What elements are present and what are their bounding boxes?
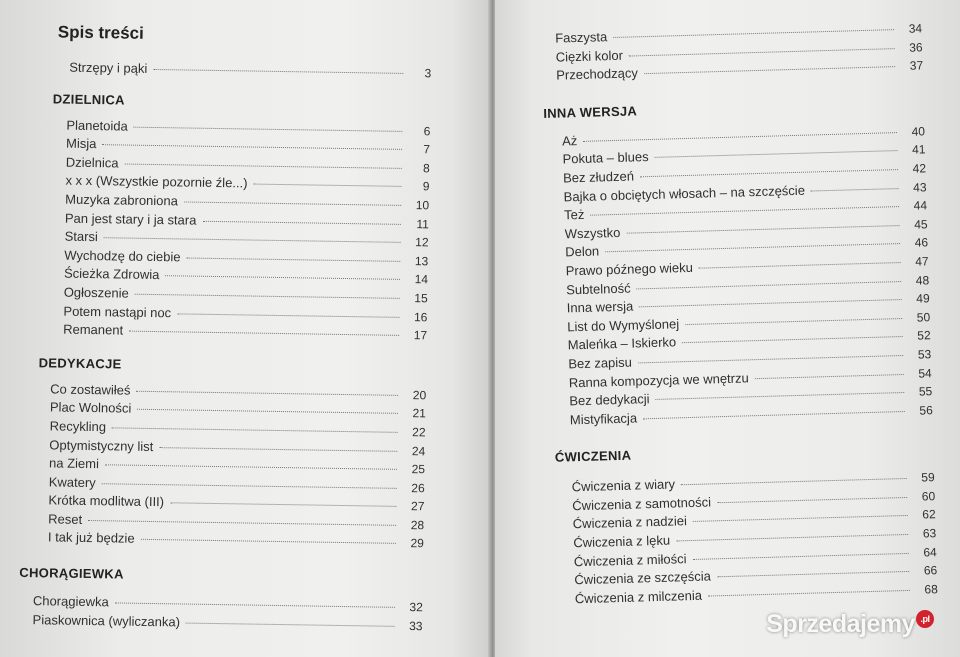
entry-title: List do Wymyślonej	[567, 315, 680, 335]
entry-page: 20	[412, 387, 427, 403]
watermark-text: Sprzedajemy	[766, 610, 915, 638]
entry-page: 26	[411, 480, 425, 495]
entry-page: 50	[916, 309, 931, 325]
entry-page: 21	[412, 406, 427, 421]
entry-title: Reset	[48, 511, 83, 527]
entry-title: Strzępy i pąki	[69, 59, 148, 76]
dot-leader	[202, 220, 400, 224]
entry-title: Ćwiczenia z lęku	[573, 532, 671, 551]
entry-page: 29	[410, 536, 424, 551]
entry-page: 49	[916, 291, 930, 306]
entry-title: Muzyka zabroniona	[65, 191, 179, 209]
dot-leader	[105, 464, 397, 470]
entry-page: 44	[913, 198, 928, 213]
entry-page: 24	[411, 443, 426, 458]
entry-page: 63	[922, 526, 937, 541]
entry-title: Delon	[565, 243, 600, 260]
entry-page: 46	[914, 235, 929, 250]
dot-leader	[590, 206, 899, 216]
dot-leader	[693, 515, 908, 522]
section-list	[23, 116, 430, 345]
entry-page: 17	[413, 328, 428, 343]
entry-page: 37	[909, 58, 924, 73]
entry-title: Bez dedykacji	[569, 391, 650, 409]
dot-leader	[717, 497, 907, 503]
entry-title: Bez złudzeń	[562, 168, 635, 186]
dot-leader	[811, 188, 899, 191]
entry-title: Przechodzący	[556, 65, 639, 83]
entry-title: Misja	[65, 135, 97, 152]
entry-title: Potem nastąpi noc	[63, 303, 172, 320]
dot-leader	[134, 126, 403, 131]
entry-title: Mistyfikacja	[569, 410, 638, 428]
entry-page: 43	[912, 179, 927, 195]
entry-title: Krótka modlitwa (III)	[48, 492, 165, 510]
entry-page: 14	[414, 272, 429, 287]
dot-leader	[141, 539, 396, 544]
entry-page: 8	[422, 161, 430, 176]
entry-title: Ćwiczenia z nadziei	[572, 513, 688, 532]
entry-title: Chorągiewka	[32, 593, 109, 610]
entry-page: 33	[409, 618, 423, 633]
entry-page: 66	[923, 563, 938, 578]
dot-leader	[676, 534, 908, 541]
entry-page: 9	[422, 179, 430, 194]
dot-leader	[682, 336, 903, 343]
dot-leader	[102, 144, 402, 150]
dot-leader	[685, 318, 902, 325]
entry-page: 64	[923, 544, 937, 560]
entry-title: Recykling	[49, 418, 107, 435]
entry-page: 22	[412, 424, 426, 440]
dot-leader	[656, 392, 905, 400]
dot-leader	[170, 503, 396, 508]
dot-leader	[177, 313, 399, 317]
entry-page: 27	[410, 499, 425, 514]
entry-page: 56	[919, 402, 933, 418]
dot-leader	[184, 201, 401, 205]
entry-title: Piaskownica (wyliczanka)	[32, 611, 181, 630]
section-heading: ĆWICZENIA	[554, 447, 632, 466]
dot-leader	[681, 478, 907, 485]
entry-page: 13	[414, 253, 429, 269]
entry-title: Kwatery	[48, 474, 96, 490]
entry-page: 42	[912, 161, 927, 176]
entry-page: 52	[917, 328, 931, 343]
dot-leader	[644, 66, 895, 74]
dot-leader	[717, 571, 909, 577]
watermark-logo	[766, 610, 934, 639]
entry-title: Ćwiczenia z samotności	[572, 494, 712, 514]
dot-leader	[115, 602, 395, 607]
entry-title: Maleńka – Iskierko	[567, 334, 677, 353]
dot-leader	[135, 294, 400, 299]
entry-title: Ścieżka Zdrowia	[63, 265, 160, 283]
entry-title: Wychodzę do ciebie	[64, 247, 181, 265]
entry-title: Też	[563, 207, 585, 223]
dot-leader	[153, 69, 403, 74]
entry-title: Aż	[561, 132, 578, 149]
entry-page: 11	[416, 216, 429, 231]
entry-title: Optymistyczny list	[49, 436, 154, 454]
section-list	[18, 592, 423, 636]
watermark-badge: .pl	[916, 610, 934, 628]
entry-page: 3	[424, 66, 432, 81]
entry-title: Bajka o obciętych włosach – na szczęście	[563, 182, 806, 204]
toc-title: Spis treści	[57, 22, 144, 43]
entry-title: Cięzki kolor	[555, 47, 624, 65]
dot-leader	[583, 132, 897, 142]
right-page-content	[541, 19, 938, 609]
dot-leader	[136, 390, 398, 395]
dot-leader	[125, 163, 402, 168]
dot-leader	[708, 590, 910, 597]
dot-leader	[137, 409, 398, 414]
dot-leader	[129, 331, 399, 336]
entry-page: 25	[411, 462, 426, 477]
entry-page: 62	[922, 507, 936, 523]
entry-title: Ćwiczenia z miłości	[573, 550, 687, 569]
entry-page: 12	[415, 235, 429, 250]
left-page-content	[18, 22, 431, 636]
entry-title: Ćwiczenia z wiary	[571, 476, 676, 495]
section-list	[541, 19, 923, 85]
entry-page: 47	[915, 254, 929, 269]
entry-title: Pan jest stary i ja stara	[64, 210, 197, 228]
entry-page: 15	[414, 291, 428, 306]
entry-title: Starsi	[64, 228, 98, 245]
entry-title: Ranna kompozycja we wnętrzu	[568, 369, 749, 390]
dot-leader	[655, 150, 898, 158]
dot-leader	[102, 483, 397, 489]
section-heading: DEDYKACJE	[38, 354, 122, 372]
dot-leader	[637, 281, 902, 289]
entry-page: 48	[915, 272, 930, 288]
section-list	[554, 468, 938, 609]
entry-page: 6	[423, 123, 431, 138]
entry-title: Prawo późnego wieku	[565, 259, 694, 279]
section-heading: CHORĄGIEWKA	[19, 564, 124, 582]
dot-leader	[186, 622, 395, 626]
entry-page: 32	[409, 600, 423, 615]
dot-leader	[159, 447, 397, 452]
entry-title: Co zostawiłeś	[50, 381, 131, 398]
entry-page: 28	[410, 517, 425, 533]
entry-page: 68	[924, 581, 938, 597]
entry-title: Subtelność	[566, 280, 631, 297]
section-heading: DZIELNICA	[52, 90, 125, 108]
entry-title: Ćwiczenia z milczenia	[574, 587, 703, 607]
entry-title: Bez zapisu	[568, 354, 633, 372]
dot-leader	[693, 553, 909, 560]
entry-page: 59	[921, 470, 935, 485]
entry-title: x x x (Wszystkie pozornie źle...)	[65, 172, 248, 191]
entry-page: 54	[918, 365, 932, 381]
dot-leader	[643, 411, 905, 419]
entry-title: Plac Wolności	[49, 399, 132, 416]
entry-title: Wszystko	[564, 224, 621, 242]
entry-page: 10	[415, 198, 430, 213]
dot-leader	[165, 276, 400, 281]
entry-title: Dzielnica	[65, 154, 119, 171]
right-page	[495, 0, 960, 657]
dot-leader	[638, 355, 903, 363]
dot-leader	[699, 262, 901, 269]
dot-leader	[640, 169, 898, 177]
section-list	[544, 122, 933, 430]
dot-leader	[755, 374, 904, 379]
entry-page: 53	[917, 347, 932, 362]
dot-leader	[613, 29, 894, 38]
dot-leader	[88, 520, 396, 526]
entry-page: 34	[908, 21, 923, 36]
entry-page: 45	[914, 217, 928, 232]
dot-leader	[639, 299, 901, 307]
entry-page: 60	[921, 489, 936, 504]
entry-page: 16	[413, 309, 428, 324]
dot-leader	[104, 237, 401, 243]
entry-page: 7	[423, 142, 431, 157]
entry-page: 41	[911, 142, 926, 158]
entry-title: Ogłoszenie	[63, 284, 129, 301]
section-list	[20, 380, 427, 554]
entry-title: Ćwiczenia ze szczęścia	[574, 568, 712, 588]
entry-title: na Ziemi	[48, 455, 100, 472]
entry-page: 36	[909, 39, 923, 55]
toc-entry	[27, 58, 431, 83]
dot-leader	[626, 225, 899, 234]
dot-leader	[254, 184, 402, 187]
dot-leader	[629, 48, 895, 56]
entry-title: Planetoida	[66, 117, 128, 134]
dot-leader	[605, 243, 900, 252]
entry-title: Pokuta – blues	[562, 149, 649, 167]
entry-title: I tak już będzie	[47, 529, 135, 547]
entry-title: Faszysta	[555, 29, 608, 46]
entry-page: 40	[911, 124, 926, 139]
section-heading: INNA WERSJA	[543, 103, 638, 121]
entry-title: Remanent	[63, 321, 124, 338]
entry-page: 55	[918, 384, 933, 399]
entry-title: Inna wersja	[566, 298, 634, 316]
dot-leader	[187, 257, 401, 261]
dot-leader	[112, 427, 398, 432]
